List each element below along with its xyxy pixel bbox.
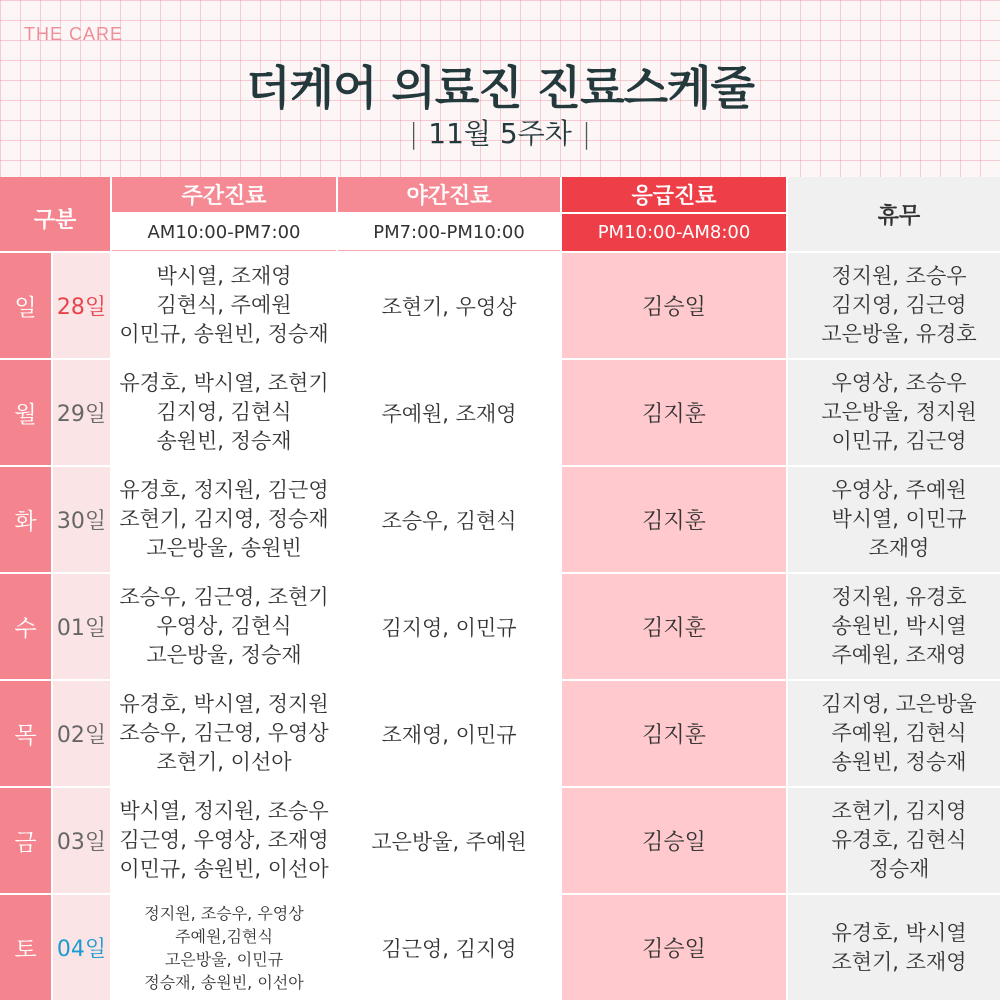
day-of-week: 목 [0, 681, 51, 786]
day-of-week: 수 [0, 574, 51, 679]
staff-line: 이민규, 송원빈, 정승재 [119, 322, 329, 346]
day-off-staff [788, 574, 1000, 679]
staff-line: 고은방울, 송원빈 [146, 536, 302, 560]
staff-line: 송원빈, 박시열 [831, 614, 967, 638]
day-off-staff [788, 467, 1000, 572]
day-shift-staff [112, 788, 336, 893]
subtitle-left-bar: | [408, 117, 419, 150]
day-off-staff [788, 788, 1000, 893]
staff-line: 고은방울, 정지원 [821, 400, 977, 424]
staff-line: 김지영, 고은방울 [821, 692, 977, 716]
staff-line: 정승재, 송원빈, 이선아 [144, 972, 304, 992]
staff-line: 이민규, 송원빈, 이선아 [119, 857, 329, 881]
staff-line: 주예원,김현식 [175, 926, 273, 946]
subtitle-right-bar: | [581, 117, 592, 150]
header-emergency-clinic: 응급진료 [562, 177, 786, 212]
date-label: 04일 [53, 895, 110, 1000]
staff-line: 박시열, 조재영 [156, 264, 292, 288]
emergency-shift-staff: 김지훈 [562, 467, 786, 572]
staff-line: 유경호, 박시열 [831, 920, 967, 945]
schedule-table [0, 177, 1000, 1000]
emergency-shift-staff: 김지훈 [562, 681, 786, 786]
week-label: 11월 5주차 [428, 117, 572, 150]
header-day-off: 휴무 [788, 177, 1000, 251]
day-shift-staff [112, 895, 336, 1000]
day-of-week: 월 [0, 360, 51, 465]
staff-line: 유경호, 박시열, 조현기 [119, 371, 329, 395]
staff-line: 박시열, 정지원, 조승우 [119, 799, 329, 823]
staff-line: 조현기, 이선아 [156, 750, 292, 774]
staff-line: 고은방울, 정승재 [146, 643, 302, 667]
staff-line: 송원빈, 정승재 [156, 429, 292, 453]
staff-line: 조현기, 김지영 [831, 799, 967, 823]
day-off-staff [788, 895, 1000, 1000]
emergency-shift-staff: 김지훈 [562, 574, 786, 679]
day-shift-staff [112, 681, 336, 786]
day-shift-staff [112, 360, 336, 465]
staff-line: 김근영, 우영상, 조재영 [119, 828, 329, 852]
night-shift-staff: 조승우, 김현식 [338, 467, 560, 572]
day-of-week: 화 [0, 467, 51, 572]
date-label: 03일 [53, 788, 110, 893]
page-subtitle [0, 112, 1000, 152]
night-shift-staff: 조현기, 우영상 [338, 253, 560, 358]
staff-line: 고은방울, 유경호 [821, 322, 977, 346]
header-night-time: PM7:00-PM10:00 [338, 214, 560, 251]
date-label: 28일 [53, 253, 110, 358]
staff-line: 정지원, 조승우 [831, 264, 967, 288]
day-of-week: 일 [0, 253, 51, 358]
staff-line: 조현기, 김지영, 정승재 [119, 507, 329, 531]
header-night-clinic: 야간진료 [338, 177, 560, 212]
day-of-week: 금 [0, 788, 51, 893]
day-shift-staff [112, 467, 336, 572]
staff-line: 주예원, 김현식 [831, 721, 967, 745]
date-label: 30일 [53, 467, 110, 572]
staff-line: 송원빈, 정승재 [831, 750, 967, 774]
page-title: 더케어 의료진 진료스케줄 [246, 61, 754, 115]
staff-line: 이민규, 김근영 [831, 429, 967, 453]
night-shift-staff: 조재영, 이민규 [338, 681, 560, 786]
header-category: 구분 [0, 177, 110, 251]
emergency-shift-staff: 김승일 [562, 253, 786, 358]
staff-line: 조재영 [868, 536, 930, 560]
staff-line: 김지영, 김현식 [156, 400, 292, 424]
staff-line: 우영상, 조승우 [831, 371, 967, 395]
header-day-clinic: 주간진료 [112, 177, 336, 212]
staff-line: 정지원, 유경호 [831, 585, 967, 609]
night-shift-staff: 김근영, 김지영 [338, 895, 560, 1000]
staff-line: 조승우, 김근영, 조현기 [119, 585, 329, 609]
night-shift-staff: 김지영, 이민규 [338, 574, 560, 679]
staff-line: 정승재 [868, 857, 930, 881]
date-label: 02일 [53, 681, 110, 786]
emergency-shift-staff: 김승일 [562, 895, 786, 1000]
day-shift-staff [112, 574, 336, 679]
staff-line: 김지영, 김근영 [831, 293, 967, 317]
staff-line: 고은방울, 이민규 [164, 949, 284, 969]
date-label: 01일 [53, 574, 110, 679]
staff-line: 우영상, 김현식 [156, 614, 292, 638]
staff-line: 유경호, 박시열, 정지원 [119, 692, 329, 716]
header-day-time: AM10:00-PM7:00 [112, 214, 336, 251]
emergency-shift-staff: 김승일 [562, 788, 786, 893]
date-label: 29일 [53, 360, 110, 465]
staff-line: 조현기, 조재영 [831, 949, 967, 974]
day-shift-staff [112, 253, 336, 358]
staff-line: 주예원, 조재영 [831, 643, 967, 667]
staff-line: 유경호, 김현식 [831, 828, 967, 852]
staff-line: 우영상, 주예원 [831, 478, 967, 502]
brand-logo-text: THE CARE [24, 24, 124, 44]
day-off-staff [788, 681, 1000, 786]
staff-line: 유경호, 정지원, 김근영 [119, 478, 329, 502]
header-emergency-time: PM10:00-AM8:00 [562, 214, 786, 251]
day-off-staff [788, 253, 1000, 358]
emergency-shift-staff: 김지훈 [562, 360, 786, 465]
staff-line: 김현식, 주예원 [156, 293, 292, 317]
staff-line: 조승우, 김근영, 우영상 [119, 721, 329, 745]
day-off-staff [788, 360, 1000, 465]
night-shift-staff: 주예원, 조재영 [338, 360, 560, 465]
staff-line: 박시열, 이민규 [831, 507, 967, 531]
night-shift-staff: 고은방울, 주예원 [338, 788, 560, 893]
day-of-week: 토 [0, 895, 51, 1000]
staff-line: 정지원, 조승우, 우영상 [144, 903, 304, 923]
